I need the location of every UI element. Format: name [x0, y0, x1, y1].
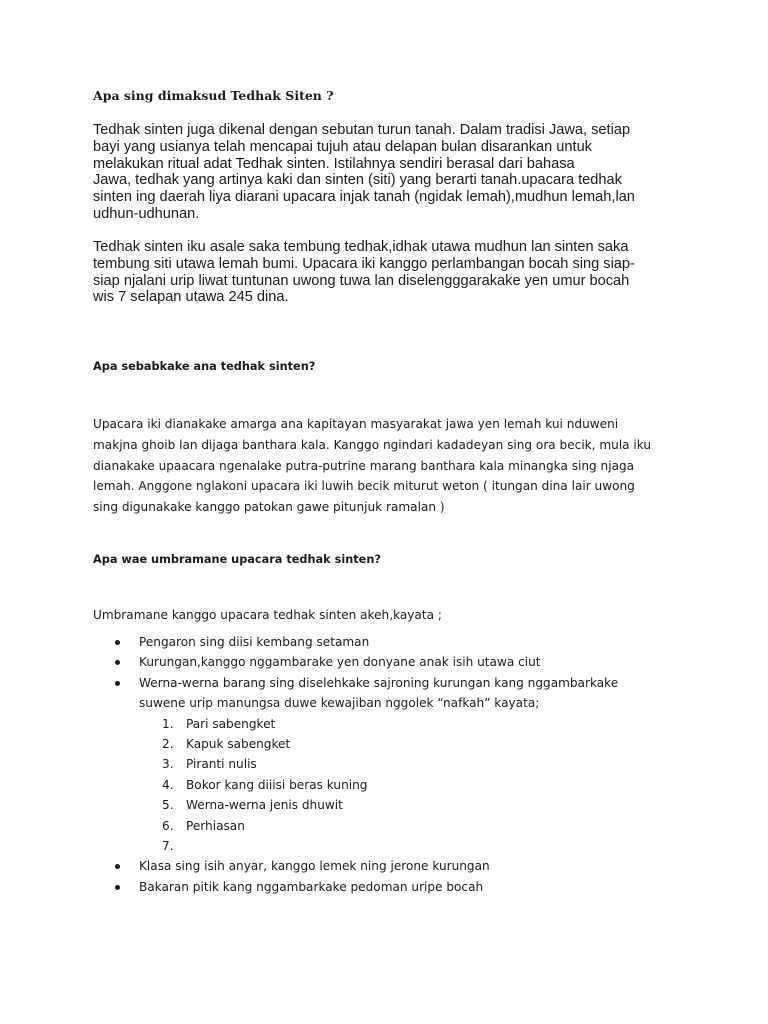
text-line: udhun-udhunan. [93, 205, 200, 222]
bullet-dot-icon [115, 660, 120, 665]
numbered-item [93, 754, 713, 774]
text-line: siap njalani urip liwat tuntunan uwong tuwa lan diselengggarakake yen umur bocah [93, 272, 630, 289]
item-text: Perhiasan [186, 818, 245, 833]
item-number: 3. [162, 757, 174, 772]
item-text: Bokor kang diiisi beras kuning [186, 777, 368, 792]
list-item [93, 632, 713, 652]
section-1-heading: Apa sing dimaksud Tedhak Siten ? [93, 88, 334, 103]
section-1-paragraph-2 [93, 239, 693, 306]
section-1-paragraph-1 [93, 122, 693, 223]
text-line: wis 7 selapan utawa 245 dina. [93, 289, 289, 306]
text-line: Jawa, tedhak yang artinya kaki dan sinten (siti) yang berarti tanah.upacara tedhak [93, 172, 622, 189]
list-item-text: Werna-werna barang sing diselehkake sajroning kurungan kang nggambarkake [139, 675, 619, 690]
text-line: tembung siti utawa lemah bumi. Upacara iki kanggo perlambangan bocah sing siap- [93, 255, 635, 272]
list-item [93, 673, 713, 857]
numbered-item [93, 714, 713, 734]
list-item-text: suwene urip manungsa duwe kewajiban nggolek “nafkah” kayata; [139, 696, 540, 711]
numbered-item [93, 795, 713, 815]
text-line: Upacara iki dianakake amarga ana kapitayan masyarakat jawa yen lemah kui nduweni [93, 417, 619, 431]
item-number: 2. [162, 737, 174, 752]
item-text: Piranti nulis [186, 757, 257, 772]
text-line: sinten ing daerah liya diarani upacara injak tanah (ngidak lemah),mudhun lemah,lan [93, 189, 635, 206]
item-text: Pari sabengket [186, 716, 276, 731]
list-item-text: Klasa sing isih anyar, kanggo lemek ning jerone kurungan [139, 859, 490, 874]
item-number: 4. [162, 777, 174, 792]
list-item [93, 856, 713, 876]
text-line: makjna ghoib lan dijaga banthara kala. Kanggo ngindari kadadeyan sing ora becik, mula iku [93, 437, 652, 452]
umbramane-bullet-list [93, 632, 713, 897]
numbered-item [93, 816, 713, 836]
list-item [93, 652, 713, 672]
list-item-text: Pengaron sing diisi kembang setaman [139, 635, 370, 649]
bullet-dot-icon [115, 640, 120, 645]
list-item [93, 877, 713, 897]
section-2-heading: Apa sebabkake ana tedhak sinten? [93, 360, 316, 373]
text-line: melakukan ritual adat Tedhak sinten. Istilahnya sendiri berasal dari bahasa [93, 155, 575, 172]
text-line: Tedhak sinten juga dikenal dengan sebutan turun tanah. Dalam tradisi Jawa, setiap [93, 122, 631, 138]
section-3-heading: Apa wae umbramane upacara tedhak sinten? [93, 553, 381, 566]
item-text: Werna-werna jenis dhuwit [186, 798, 343, 813]
text-line: bayi yang usianya telah mencapai tujuh atau delapan bulan disarankan untuk [93, 138, 592, 155]
item-number: 1. [162, 716, 174, 731]
text-line: lemah. Anggone nglakoni upacara iki luwih becik miturut weton ( itungan dina lair uwong [93, 479, 635, 494]
section-2-paragraph [93, 414, 693, 518]
list-item-text: Bakaran pitik kang nggambarkake pedoman uripe bocah [139, 879, 484, 894]
nafkah-numbered-list [93, 714, 713, 857]
item-number: 5. [162, 798, 174, 813]
text-line: Tedhak sinten iku asale saka tembung tedhak,idhak utawa mudhun lan sinten saka [93, 239, 629, 255]
item-text: Kapuk sabengket [186, 737, 291, 752]
item-number: 6. [162, 818, 174, 833]
bullet-dot-icon [115, 864, 120, 869]
section-3-intro: Umbramane kanggo upacara tedhak sinten akeh,kayata ; [93, 608, 442, 622]
numbered-item [93, 734, 713, 754]
numbered-item [93, 836, 713, 856]
text-line: dianakake upaacara ngenalake putra-putrine marang banthara kala minangka sing njaga [93, 458, 635, 473]
bullet-dot-icon [115, 885, 120, 890]
numbered-item [93, 775, 713, 795]
bullet-dot-icon [115, 681, 120, 686]
list-item-text: Kurungan,kanggo nggambarake yen donyane anak isih utawa ciut [139, 655, 541, 670]
text-line: sing digunakake kanggo patokan gawe pitunjuk ramalan ) [93, 500, 445, 515]
item-number: 7. [162, 839, 174, 854]
